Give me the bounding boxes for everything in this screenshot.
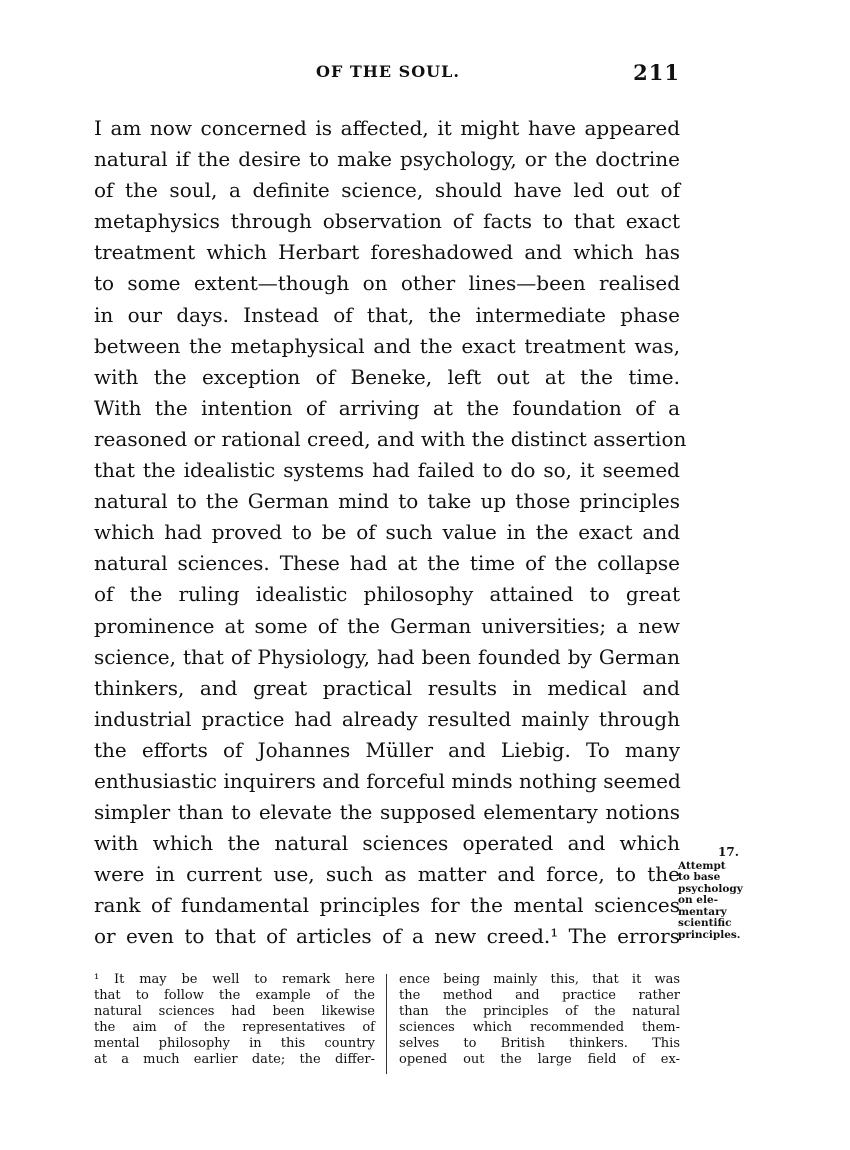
footnote-column-right	[399, 972, 680, 1068]
body-line: of the ruling idealistic philosophy attained to great	[94, 582, 680, 607]
footnote-line: mental philosophy in this country	[94, 1036, 375, 1051]
margin-note-line: principles.	[678, 928, 741, 941]
footnote-line: ¹ It may be well to remark here	[94, 972, 375, 987]
margin-note-line: psychology	[678, 882, 743, 895]
footnote-line: ence being mainly this, that it was	[399, 972, 680, 987]
body-line: thinkers, and great practical results in medical and	[94, 675, 680, 700]
page-number: 211	[633, 60, 680, 85]
margin-note-line: to base	[678, 871, 721, 883]
footnote-line: selves to British thinkers. This	[399, 1036, 680, 1051]
footnote-line: that to follow the example of the	[94, 988, 375, 1003]
footnote-column-left	[94, 972, 375, 1068]
body-line: between the metaphysical and the exact treatment was,	[94, 333, 680, 358]
footnote-line: sciences which recommended them-	[399, 1020, 680, 1035]
margin-note-line: scientific	[678, 917, 732, 929]
body-line: reasoned or rational creed, and with the distinct assertion	[94, 426, 687, 451]
footnote-line: opened out the large field of ex-	[399, 1052, 680, 1067]
footnotes	[94, 972, 680, 1082]
margin-note-line: mentary	[678, 905, 727, 918]
body-line: science, that of Physiology, had been founded by German	[94, 644, 680, 669]
body-line: enthusiastic inquirers and forceful minds nothing seemed	[94, 768, 681, 793]
body-line: with the exception of Beneke, left out at the time.	[94, 364, 680, 389]
footnote-line: than the principles of the natural	[399, 1004, 680, 1019]
body-line: natural to the German mind to take up those principles	[94, 489, 680, 514]
section-number: 17.	[718, 845, 739, 859]
footnote-line: the aim of the representatives of	[94, 1020, 375, 1035]
footnote-line: the method and practice rather	[399, 988, 680, 1003]
body-line: the efforts of Johannes Müller and Liebig. To many	[94, 737, 680, 762]
body-line: metaphysics through observation of facts to that exact	[94, 209, 680, 234]
body-line: rank of fundamental principles for the mental sciences	[94, 893, 680, 918]
running-head-title: OF THE SOUL.	[316, 62, 460, 81]
margin-note-line: Attempt	[678, 859, 726, 872]
body-line: of the soul, a definite science, should have led out of	[94, 178, 680, 203]
body-line: natural if the desire to make psychology, or the doctrine	[94, 147, 680, 172]
body-line: prominence at some of the German universities; a new	[94, 613, 680, 638]
body-line: to some extent—though on other lines—been realised	[94, 271, 680, 296]
body-line: simpler than to elevate the supposed elementary notions	[94, 800, 680, 825]
footnote-line: natural sciences had been likewise	[94, 1004, 375, 1019]
body-line: that the idealistic systems had failed to do so, it seemed	[94, 458, 680, 483]
body-text	[94, 113, 687, 953]
body-line: natural sciences. These had at the time of the collapse	[94, 551, 680, 576]
footnote-line: at a much earlier date; the differ-	[94, 1052, 375, 1067]
body-line: which had proved to be of such value in the exact and	[94, 520, 680, 545]
body-line: industrial practice had already resulted mainly through	[94, 706, 680, 731]
running-head	[94, 60, 680, 90]
body-line: in our days. Instead of that, the intermediate phase	[94, 302, 680, 327]
margin-note	[678, 847, 768, 941]
margin-note-line: on ele-	[678, 894, 719, 906]
body-line: With the intention of arriving at the foundation of a	[94, 395, 680, 420]
body-line: were in current use, such as matter and force, to the	[94, 862, 680, 887]
footnote-column-divider	[386, 974, 387, 1074]
body-line: I am now concerned is affected, it might have appeared	[94, 116, 680, 140]
body-line: with which the natural sciences operated and which	[94, 831, 680, 856]
body-line: treatment which Herbart foreshadowed and which has	[94, 240, 680, 265]
body-line: or even to that of articles of a new creed.¹ The errors	[94, 924, 680, 949]
